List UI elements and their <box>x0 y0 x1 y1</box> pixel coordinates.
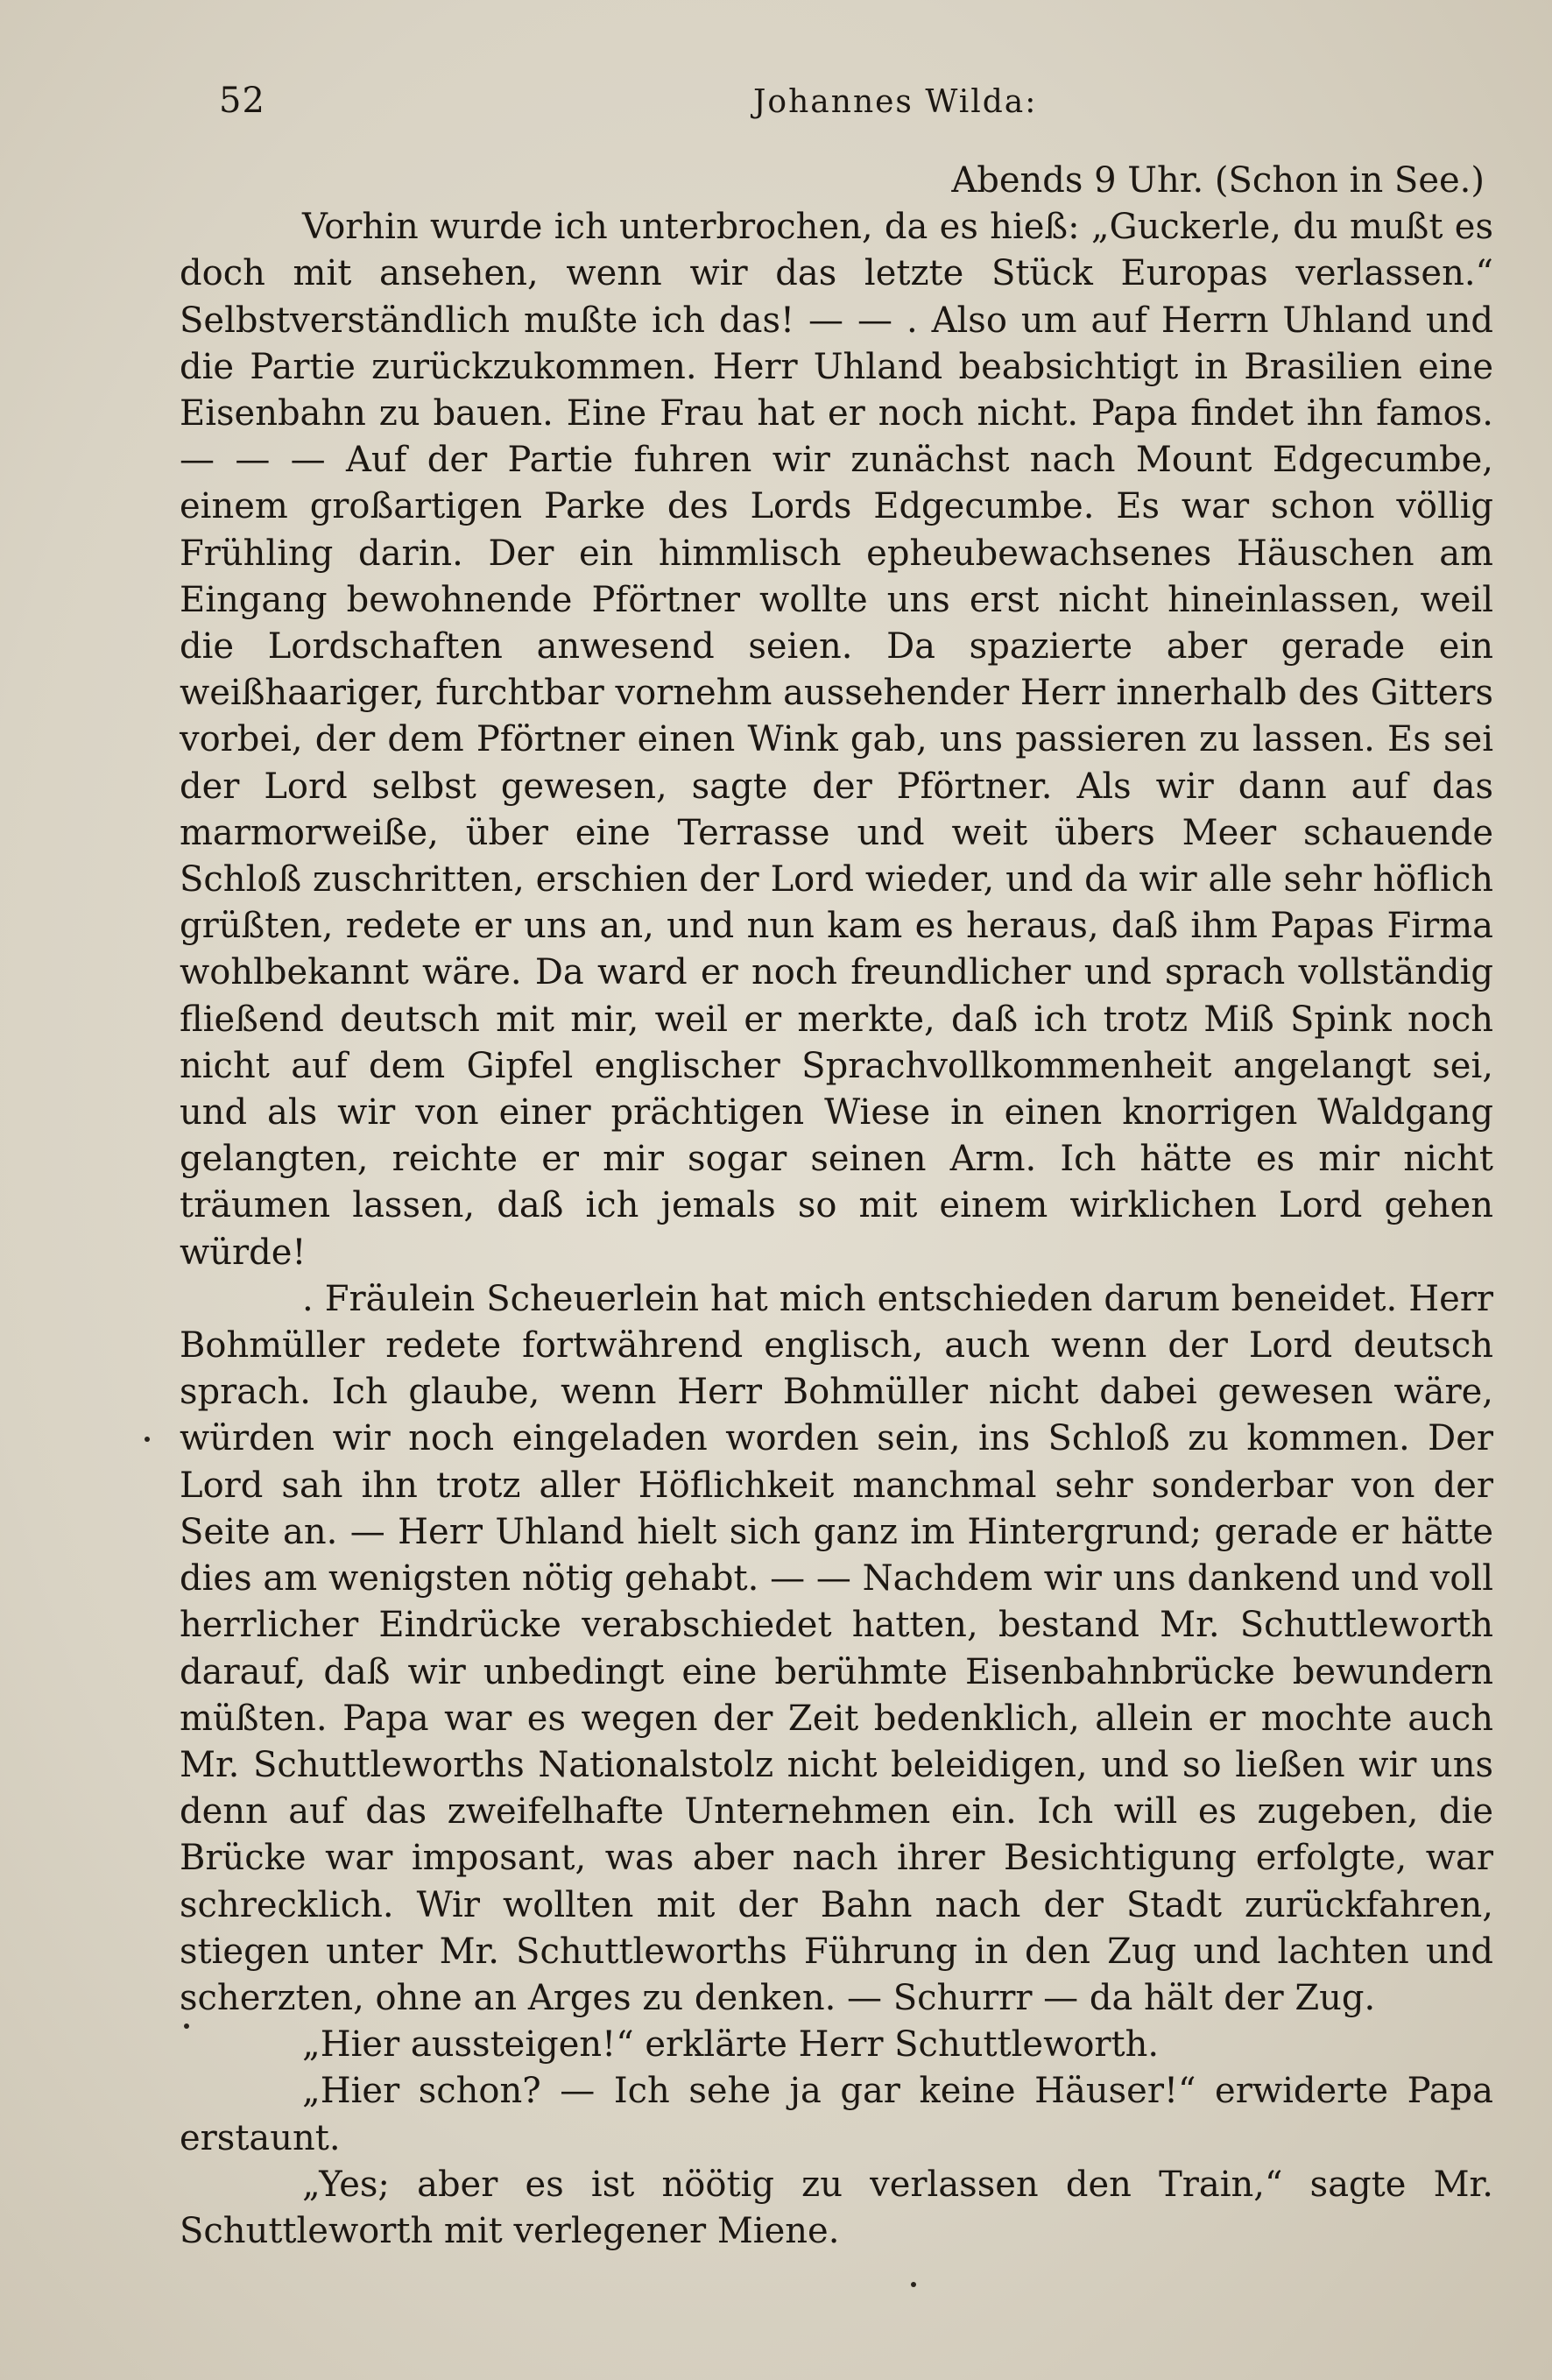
ink-speck <box>184 2023 189 2029</box>
body-text <box>180 158 1493 2255</box>
paragraph: . Fräulein Scheuerlein hat mich entschieden darum beneidet. Herr Bohmüller redete fortwährend englisch, auch wenn der Lord deutsch sprach. Ich glaube, wenn Herr Bohmüller nicht dabei gewesen wäre, würden wir noch eingeladen worden sein, ins Schloß zu kommen. Der Lord sah ihn trotz aller Höflichkeit manchmal sehr sonderbar von der Seite an. — Herr Uhland hielt sich ganz im Hintergrund; gerade er hätte dies am wenigsten nötig gehabt. — — Nachdem wir uns dankend und voll herrlicher Eindrücke verabschiedet hatten, bestand Mr. Schuttleworth darauf, daß wir unbedingt eine berühmte Eisenbahnbrücke bewundern müßten. Papa war es wegen der Zeit bedenklich, allein er mochte auch Mr. Schuttleworths Nationalstolz nicht beleidigen, und so ließen wir uns denn auf das zweifelhafte Unternehmen ein. Ich will es zugeben, die Brücke war imposant, was aber nach ihrer Besichtigung erfolgte, war schrecklich. Wir wollten mit der Bahn nach der Stadt zurückfahren, stiegen unter Mr. Schuttleworths Führung in den Zug und lachten und scherzten, ohne an Arges zu denken. — Schurrr — da hält der Zug. <box>180 1278 1493 2018</box>
paragraph: „Yes; aber es ist nöötig zu verlassen den Train,“ sagte Mr. Schuttleworth mit verlegener Miene. <box>180 2164 1493 2251</box>
paragraph: „Hier aussteigen!“ erklärte Herr Schuttleworth. <box>302 2024 1160 2066</box>
ink-speck <box>911 2282 916 2287</box>
paragraph: Vorhin wurde ich unterbrochen, da es hieß: „Guckerle, du mußt es doch mit ansehen, wenn wir das letzte Stück Europas verlassen.“ Selbstverständlich mußte ich das! — — . Also um auf Herrn Uhland und die Partie zurückzukommen. Herr Uhland beabsichtigt in Brasilien eine Eisenbahn zu bauen. Eine Frau hat er noch nicht. Papa findet ihn famos. — — — Auf der Partie fuhren wir zunächst nach Mount Edgecumbe, einem großartigen Parke des Lords Edgecumbe. Es war schon völlig Frühling darin. Der ein himmlisch epheubewachsenes Häuschen am Eingang bewohnende Pförtner wollte uns erst nicht hineinlassen, weil die Lordschaften anwesend seien. Da spazierte aber gerade ein weißhaariger, furchtbar vornehm aussehender Herr innerhalb des Gitters vorbei, der dem Pförtner einen Wink gab, uns passieren zu lassen. Es sei der Lord selbst gewesen, sagte der Pförtner. Als wir dann auf das marmorweiße, über eine Terrasse und weit übers Meer schauende Schloß zuschritten, erschien der Lord wieder, und da wir alle sehr höflich grüßten, redete er uns an, und nun kam es heraus, daß ihm Papas Firma wohlbekannt wäre. Da ward er noch freundlicher und sprach vollständig fließend deutsch mit mir, weil er merkte, daß ich trotz Miß Spink noch nicht auf dem Gipfel englischer Sprachvollkommenheit angelangt sei, und als wir von einer prächtigen Wiese in einen knorrigen Waldgang gelangten, reichte er mir sogar seinen Arm. Ich hätte es mir nicht träumen lassen, daß ich jemals so mit einem wirklichen Lord gehen würde! <box>180 207 1493 1273</box>
running-head: Johannes Wilda: <box>753 84 1038 120</box>
dateline: Abends 9 Uhr. (Schon in See.) <box>951 160 1485 201</box>
paragraph: „Hier schon? — Ich sehe ja gar keine Häuser!“ erwiderte Papa erstaunt. <box>180 2071 1493 2158</box>
page-number: 52 <box>219 81 265 121</box>
ink-speck <box>145 1437 150 1442</box>
